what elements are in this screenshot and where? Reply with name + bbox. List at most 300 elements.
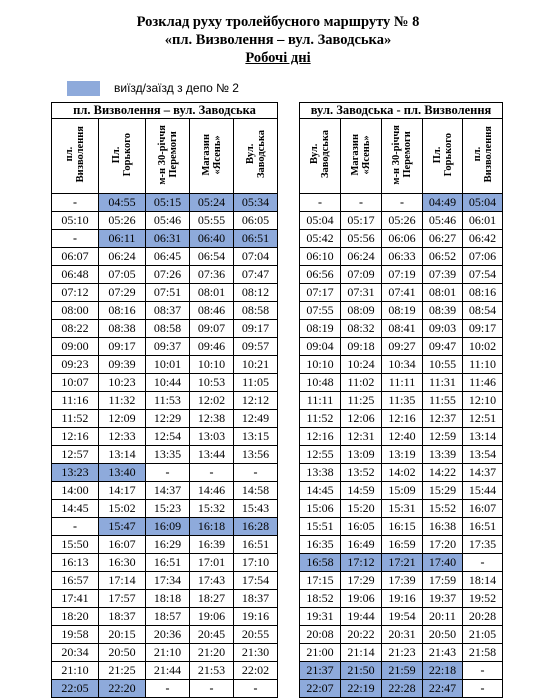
timetable-body-forward bbox=[52, 194, 278, 698]
time-cell: 13:09 bbox=[341, 446, 382, 464]
time-cell: 07:06 bbox=[463, 248, 503, 266]
time-cell: 13:35 bbox=[146, 446, 190, 464]
time-cell: - bbox=[234, 464, 278, 482]
stop-header: м-н 30-річчя Перемоги bbox=[146, 119, 190, 194]
time-cell: 13:15 bbox=[234, 428, 278, 446]
time-cell: 14:58 bbox=[234, 482, 278, 500]
time-cell: 07:12 bbox=[52, 284, 99, 302]
time-cell: 07:36 bbox=[190, 266, 234, 284]
time-cell: 10:34 bbox=[382, 356, 423, 374]
time-cell: - bbox=[190, 464, 234, 482]
time-cell: 09:07 bbox=[190, 320, 234, 338]
time-cell: 20:15 bbox=[99, 626, 146, 644]
time-cell: 15:23 bbox=[146, 500, 190, 518]
time-cell: 11:46 bbox=[463, 374, 503, 392]
time-cell: 09:17 bbox=[99, 338, 146, 356]
time-cell: 18:37 bbox=[99, 608, 146, 626]
time-cell: 17:20 bbox=[423, 536, 463, 554]
time-cell: 12:12 bbox=[234, 392, 278, 410]
time-cell: 17:43 bbox=[190, 572, 234, 590]
time-cell: 13:56 bbox=[234, 446, 278, 464]
time-cell: 17:29 bbox=[341, 572, 382, 590]
time-cell: 08:58 bbox=[234, 302, 278, 320]
table-row bbox=[300, 302, 503, 320]
stop-header: Вул. Заводська bbox=[234, 119, 278, 194]
time-cell: 21:30 bbox=[234, 644, 278, 662]
time-cell: 07:54 bbox=[463, 266, 503, 284]
time-cell: 05:15 bbox=[146, 194, 190, 212]
table-row bbox=[300, 428, 503, 446]
time-cell: 06:11 bbox=[99, 230, 146, 248]
time-cell: - bbox=[146, 464, 190, 482]
time-cell: 05:34 bbox=[234, 194, 278, 212]
time-cell: 14:02 bbox=[382, 464, 423, 482]
time-cell: 17:10 bbox=[234, 554, 278, 572]
time-cell: 06:51 bbox=[234, 230, 278, 248]
time-cell: 17:35 bbox=[463, 536, 503, 554]
time-cell: 11:10 bbox=[463, 356, 503, 374]
time-cell: 12:49 bbox=[234, 410, 278, 428]
time-cell: 16:59 bbox=[382, 536, 423, 554]
time-cell: 16:05 bbox=[341, 518, 382, 536]
route-header-forward: пл. Визволення – вул. Заводська bbox=[52, 103, 278, 119]
time-cell: 08:12 bbox=[234, 284, 278, 302]
time-cell: 12:16 bbox=[52, 428, 99, 446]
table-row bbox=[52, 626, 278, 644]
stops-header-return bbox=[300, 119, 503, 194]
time-cell: 12:16 bbox=[300, 428, 341, 446]
time-cell: 12:06 bbox=[341, 410, 382, 428]
time-cell: 16:58 bbox=[300, 554, 341, 572]
document-title: Розклад руху тролейбусного маршруту № 8 bbox=[136, 14, 420, 30]
time-cell: 08:00 bbox=[52, 302, 99, 320]
time-cell: 12:51 bbox=[463, 410, 503, 428]
time-cell: 10:02 bbox=[463, 338, 503, 356]
table-row bbox=[52, 572, 278, 590]
table-row bbox=[52, 302, 278, 320]
time-cell: 07:41 bbox=[382, 284, 423, 302]
time-cell: 08:54 bbox=[463, 302, 503, 320]
time-cell: 09:18 bbox=[341, 338, 382, 356]
time-cell: 08:46 bbox=[190, 302, 234, 320]
time-cell: - bbox=[463, 554, 503, 572]
time-cell: 10:23 bbox=[99, 374, 146, 392]
time-cell: 13:40 bbox=[99, 464, 146, 482]
time-cell: 07:09 bbox=[341, 266, 382, 284]
time-cell: 07:39 bbox=[423, 266, 463, 284]
time-cell: 11:32 bbox=[99, 392, 146, 410]
time-cell: 15:20 bbox=[341, 500, 382, 518]
time-cell: 21:37 bbox=[300, 662, 341, 680]
table-row bbox=[300, 626, 503, 644]
table-row bbox=[52, 464, 278, 482]
stop-header: Пл. Горького bbox=[423, 119, 463, 194]
time-cell: 11:55 bbox=[423, 392, 463, 410]
time-cell: 13:23 bbox=[52, 464, 99, 482]
time-cell: 06:40 bbox=[190, 230, 234, 248]
time-cell: 17:59 bbox=[423, 572, 463, 590]
time-cell: 12:33 bbox=[99, 428, 146, 446]
time-cell: 21:25 bbox=[99, 662, 146, 680]
table-row bbox=[300, 320, 503, 338]
time-cell: 17:15 bbox=[300, 572, 341, 590]
table-row bbox=[52, 194, 278, 212]
table-row bbox=[300, 392, 503, 410]
time-cell: 07:47 bbox=[234, 266, 278, 284]
time-cell: 22:07 bbox=[300, 680, 341, 698]
time-cell: 12:37 bbox=[423, 410, 463, 428]
table-row bbox=[52, 392, 278, 410]
time-cell: 17:14 bbox=[99, 572, 146, 590]
time-cell: 06:24 bbox=[99, 248, 146, 266]
time-cell: 21:00 bbox=[300, 644, 341, 662]
time-cell: 09:27 bbox=[382, 338, 423, 356]
time-cell: 20:50 bbox=[99, 644, 146, 662]
time-cell: 06:06 bbox=[382, 230, 423, 248]
time-cell: 19:54 bbox=[382, 608, 423, 626]
time-cell: 17:01 bbox=[190, 554, 234, 572]
time-cell: 10:01 bbox=[146, 356, 190, 374]
table-row bbox=[300, 536, 503, 554]
time-cell: - bbox=[300, 194, 341, 212]
table-row bbox=[300, 554, 503, 572]
time-cell: 12:10 bbox=[463, 392, 503, 410]
time-cell: 09:39 bbox=[99, 356, 146, 374]
time-cell: 15:06 bbox=[300, 500, 341, 518]
time-cell: 12:16 bbox=[382, 410, 423, 428]
time-cell: 19:52 bbox=[463, 590, 503, 608]
time-cell: 05:04 bbox=[300, 212, 341, 230]
table-row bbox=[52, 482, 278, 500]
table-row bbox=[52, 590, 278, 608]
time-cell: 11:52 bbox=[52, 410, 99, 428]
time-cell: 09:23 bbox=[52, 356, 99, 374]
time-cell: 21:58 bbox=[463, 644, 503, 662]
table-row bbox=[52, 410, 278, 428]
time-cell: 12:57 bbox=[52, 446, 99, 464]
route-subtitle: «пл. Визволення – вул. Заводська» bbox=[164, 32, 392, 48]
time-cell: 22:19 bbox=[341, 680, 382, 698]
time-cell: 07:19 bbox=[382, 266, 423, 284]
time-cell: - bbox=[341, 194, 382, 212]
time-cell: 17:40 bbox=[423, 554, 463, 572]
time-cell: 18:20 bbox=[52, 608, 99, 626]
time-cell: 09:03 bbox=[423, 320, 463, 338]
table-row bbox=[52, 608, 278, 626]
table-row bbox=[300, 644, 503, 662]
time-cell: - bbox=[463, 662, 503, 680]
time-cell: 06:01 bbox=[463, 212, 503, 230]
time-cell: 19:44 bbox=[341, 608, 382, 626]
time-cell: 06:05 bbox=[234, 212, 278, 230]
time-cell: 22:02 bbox=[234, 662, 278, 680]
table-row bbox=[300, 194, 503, 212]
time-cell: 05:46 bbox=[146, 212, 190, 230]
time-cell: 08:37 bbox=[146, 302, 190, 320]
time-cell: - bbox=[190, 680, 234, 698]
time-cell: 15:47 bbox=[99, 518, 146, 536]
time-cell: 10:10 bbox=[190, 356, 234, 374]
time-cell: 06:56 bbox=[300, 266, 341, 284]
table-row bbox=[300, 284, 503, 302]
time-cell: 17:34 bbox=[146, 572, 190, 590]
time-cell: 09:37 bbox=[146, 338, 190, 356]
time-cell: 11:16 bbox=[52, 392, 99, 410]
time-cell: 16:09 bbox=[146, 518, 190, 536]
table-row bbox=[52, 284, 278, 302]
time-cell: 06:42 bbox=[463, 230, 503, 248]
time-cell: - bbox=[146, 680, 190, 698]
time-cell: 15:44 bbox=[463, 482, 503, 500]
time-cell: 20:22 bbox=[341, 626, 382, 644]
time-cell: 07:51 bbox=[146, 284, 190, 302]
time-cell: 08:39 bbox=[423, 302, 463, 320]
time-cell: 21:10 bbox=[146, 644, 190, 662]
time-cell: 08:41 bbox=[382, 320, 423, 338]
time-cell: 11:05 bbox=[234, 374, 278, 392]
table-row bbox=[300, 464, 503, 482]
time-cell: 20:11 bbox=[423, 608, 463, 626]
time-cell: 16:51 bbox=[463, 518, 503, 536]
time-cell: 19:06 bbox=[190, 608, 234, 626]
time-cell: - bbox=[463, 680, 503, 698]
time-cell: 08:01 bbox=[190, 284, 234, 302]
time-cell: - bbox=[52, 518, 99, 536]
timetable-body-return bbox=[300, 194, 503, 698]
time-cell: 07:17 bbox=[300, 284, 341, 302]
time-cell: 11:35 bbox=[382, 392, 423, 410]
legend-text: виїзд/заїзд з депо № 2 bbox=[114, 81, 239, 95]
time-cell: 21:14 bbox=[341, 644, 382, 662]
table-row bbox=[300, 266, 503, 284]
time-cell: 10:24 bbox=[341, 356, 382, 374]
time-cell: 06:10 bbox=[300, 248, 341, 266]
time-cell: 21:43 bbox=[423, 644, 463, 662]
table-row bbox=[52, 356, 278, 374]
time-cell: 04:55 bbox=[99, 194, 146, 212]
time-cell: 13:52 bbox=[341, 464, 382, 482]
table-row bbox=[300, 680, 503, 698]
time-cell: 07:05 bbox=[99, 266, 146, 284]
time-cell: 21:50 bbox=[341, 662, 382, 680]
time-cell: 16:35 bbox=[300, 536, 341, 554]
stop-header: пл. Визволення bbox=[52, 119, 99, 194]
time-cell: 08:01 bbox=[423, 284, 463, 302]
time-cell: 16:51 bbox=[234, 536, 278, 554]
time-cell: 14:45 bbox=[52, 500, 99, 518]
time-cell: 21:23 bbox=[382, 644, 423, 662]
time-cell: 16:28 bbox=[234, 518, 278, 536]
time-cell: 22:18 bbox=[423, 662, 463, 680]
table-row bbox=[52, 248, 278, 266]
time-cell: 04:49 bbox=[423, 194, 463, 212]
time-cell: 08:16 bbox=[99, 302, 146, 320]
time-cell: 16:29 bbox=[146, 536, 190, 554]
table-row bbox=[52, 554, 278, 572]
time-cell: 08:09 bbox=[341, 302, 382, 320]
time-cell: - bbox=[382, 194, 423, 212]
time-cell: 19:58 bbox=[52, 626, 99, 644]
time-cell: 19:31 bbox=[300, 608, 341, 626]
table-row bbox=[300, 662, 503, 680]
time-cell: 20:31 bbox=[382, 626, 423, 644]
time-cell: 13:14 bbox=[99, 446, 146, 464]
time-cell: 07:29 bbox=[99, 284, 146, 302]
time-cell: 16:15 bbox=[382, 518, 423, 536]
time-cell: 11:02 bbox=[341, 374, 382, 392]
time-cell: 11:31 bbox=[423, 374, 463, 392]
time-cell: 20:28 bbox=[463, 608, 503, 626]
table-row bbox=[300, 482, 503, 500]
time-cell: 18:27 bbox=[190, 590, 234, 608]
stop-header: м-н 30-річчя Перемоги bbox=[382, 119, 423, 194]
time-cell: 13:19 bbox=[382, 446, 423, 464]
table-row bbox=[300, 500, 503, 518]
time-cell: 08:19 bbox=[300, 320, 341, 338]
time-cell: 20:50 bbox=[423, 626, 463, 644]
time-cell: 13:39 bbox=[423, 446, 463, 464]
time-cell: 20:36 bbox=[146, 626, 190, 644]
time-cell: 13:38 bbox=[300, 464, 341, 482]
time-cell: 09:00 bbox=[52, 338, 99, 356]
time-cell: 06:27 bbox=[423, 230, 463, 248]
legend bbox=[67, 80, 239, 96]
table-row bbox=[52, 230, 278, 248]
time-cell: 15:50 bbox=[52, 536, 99, 554]
time-cell: 12:09 bbox=[99, 410, 146, 428]
stop-header: Пл. Горького bbox=[99, 119, 146, 194]
time-cell: 10:55 bbox=[423, 356, 463, 374]
time-cell: 17:57 bbox=[99, 590, 146, 608]
timetable-forward bbox=[51, 102, 278, 698]
table-row bbox=[300, 590, 503, 608]
time-cell: 18:52 bbox=[300, 590, 341, 608]
time-cell: 16:07 bbox=[463, 500, 503, 518]
time-cell: 05:24 bbox=[190, 194, 234, 212]
time-cell: 12:55 bbox=[300, 446, 341, 464]
time-cell: 08:38 bbox=[99, 320, 146, 338]
time-cell: 09:57 bbox=[234, 338, 278, 356]
time-cell: 07:26 bbox=[146, 266, 190, 284]
time-cell: 06:24 bbox=[341, 248, 382, 266]
time-cell: 15:09 bbox=[382, 482, 423, 500]
time-cell: 17:39 bbox=[382, 572, 423, 590]
time-cell: 18:18 bbox=[146, 590, 190, 608]
time-cell: 20:55 bbox=[234, 626, 278, 644]
time-cell: 20:08 bbox=[300, 626, 341, 644]
table-row bbox=[52, 338, 278, 356]
time-cell: 13:03 bbox=[190, 428, 234, 446]
time-cell: 06:52 bbox=[423, 248, 463, 266]
table-row bbox=[52, 536, 278, 554]
table-row bbox=[300, 356, 503, 374]
time-cell: 18:14 bbox=[463, 572, 503, 590]
time-cell: 21:44 bbox=[146, 662, 190, 680]
time-cell: 05:10 bbox=[52, 212, 99, 230]
table-row bbox=[300, 212, 503, 230]
time-cell: 15:02 bbox=[99, 500, 146, 518]
time-cell: 20:45 bbox=[190, 626, 234, 644]
time-cell: 12:29 bbox=[146, 410, 190, 428]
time-cell: 07:55 bbox=[300, 302, 341, 320]
time-cell: - bbox=[52, 194, 99, 212]
time-cell: 21:53 bbox=[190, 662, 234, 680]
time-cell: 15:51 bbox=[300, 518, 341, 536]
stop-header: пл. Визволення bbox=[463, 119, 503, 194]
time-cell: 14:46 bbox=[190, 482, 234, 500]
time-cell: 12:59 bbox=[423, 428, 463, 446]
table-row bbox=[300, 230, 503, 248]
day-type-heading: Робочі дні bbox=[245, 50, 311, 66]
time-cell: 16:18 bbox=[190, 518, 234, 536]
time-cell: 11:52 bbox=[300, 410, 341, 428]
table-row bbox=[52, 644, 278, 662]
time-cell: 16:38 bbox=[423, 518, 463, 536]
table-row bbox=[300, 374, 503, 392]
time-cell: 15:31 bbox=[382, 500, 423, 518]
table-row bbox=[52, 662, 278, 680]
stop-header: Вул. Заводська bbox=[300, 119, 341, 194]
table-row bbox=[300, 608, 503, 626]
time-cell: 16:51 bbox=[146, 554, 190, 572]
time-cell: 13:44 bbox=[190, 446, 234, 464]
legend-swatch bbox=[67, 81, 100, 96]
time-cell: 19:37 bbox=[423, 590, 463, 608]
table-row bbox=[52, 500, 278, 518]
time-cell: 22:28 bbox=[382, 680, 423, 698]
time-cell: 19:16 bbox=[382, 590, 423, 608]
time-cell: 06:48 bbox=[52, 266, 99, 284]
time-cell: 06:07 bbox=[52, 248, 99, 266]
time-cell: 22:20 bbox=[99, 680, 146, 698]
time-cell: 17:21 bbox=[382, 554, 423, 572]
time-cell: 20:34 bbox=[52, 644, 99, 662]
table-row bbox=[300, 572, 503, 590]
time-cell: 19:06 bbox=[341, 590, 382, 608]
time-cell: 14:45 bbox=[300, 482, 341, 500]
table-row bbox=[300, 446, 503, 464]
table-row bbox=[52, 518, 278, 536]
time-cell: 12:54 bbox=[146, 428, 190, 446]
time-cell: 12:31 bbox=[341, 428, 382, 446]
time-cell: 15:29 bbox=[423, 482, 463, 500]
table-row bbox=[52, 446, 278, 464]
time-cell: 05:17 bbox=[341, 212, 382, 230]
table-row bbox=[52, 374, 278, 392]
time-cell: 12:38 bbox=[190, 410, 234, 428]
time-cell: 12:40 bbox=[382, 428, 423, 446]
time-cell: 16:57 bbox=[52, 572, 99, 590]
time-cell: 09:17 bbox=[234, 320, 278, 338]
time-cell: 15:52 bbox=[423, 500, 463, 518]
time-cell: 10:53 bbox=[190, 374, 234, 392]
table-row bbox=[52, 680, 278, 698]
time-cell: 17:12 bbox=[341, 554, 382, 572]
time-cell: - bbox=[52, 230, 99, 248]
time-cell: 11:25 bbox=[341, 392, 382, 410]
time-cell: 17:41 bbox=[52, 590, 99, 608]
time-cell: 14:17 bbox=[99, 482, 146, 500]
time-cell: 14:37 bbox=[146, 482, 190, 500]
time-cell: 16:13 bbox=[52, 554, 99, 572]
time-cell: 09:04 bbox=[300, 338, 341, 356]
time-cell: 21:59 bbox=[382, 662, 423, 680]
time-cell: 19:16 bbox=[234, 608, 278, 626]
time-cell: 09:17 bbox=[463, 320, 503, 338]
time-cell: 07:31 bbox=[341, 284, 382, 302]
time-cell: 16:39 bbox=[190, 536, 234, 554]
time-cell: 16:07 bbox=[99, 536, 146, 554]
